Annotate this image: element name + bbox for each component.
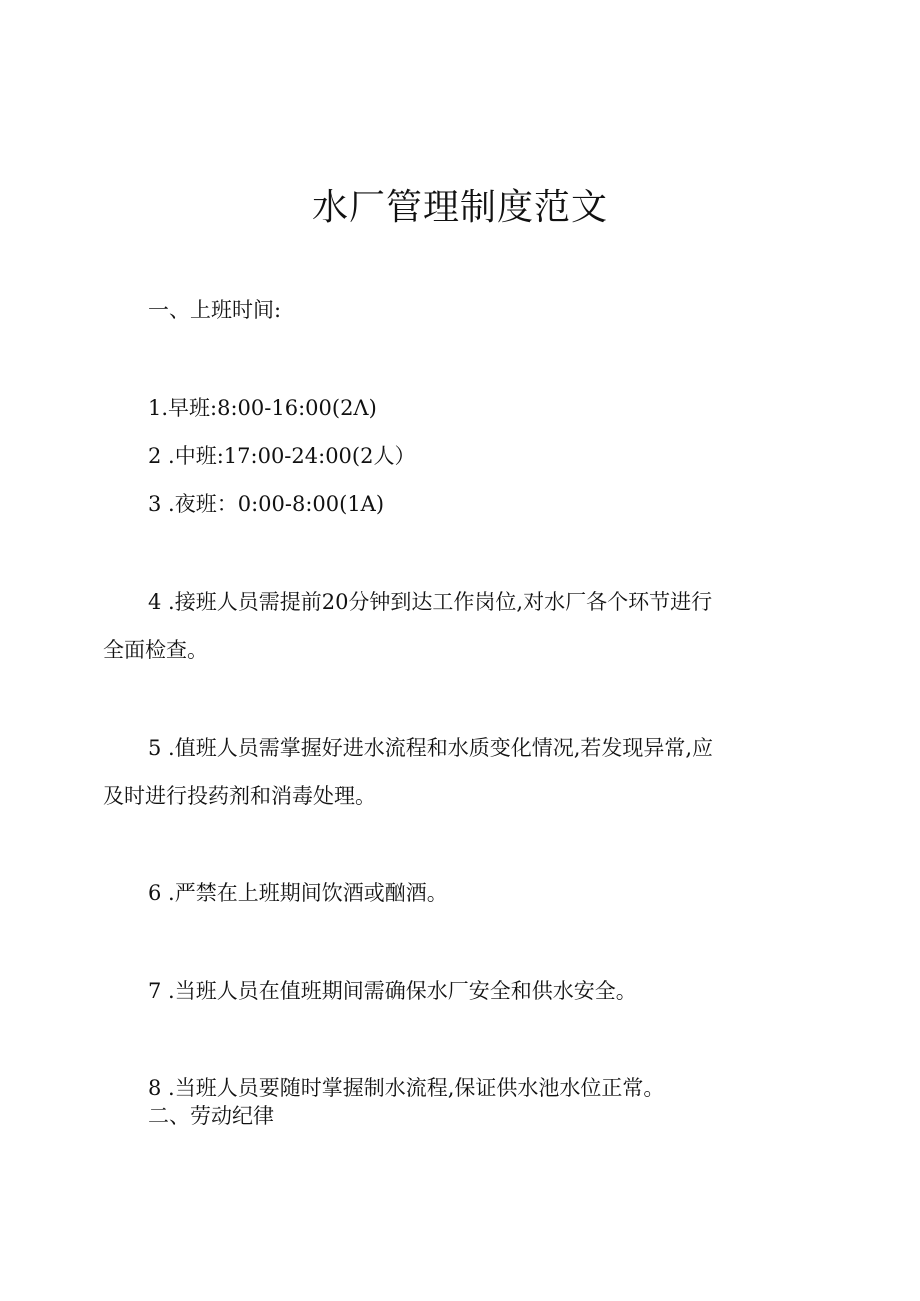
list-item: 1.早班:8:00-16:00(2Λ) <box>148 396 377 420</box>
document-title: 水厂管理制度范文 <box>311 187 608 228</box>
list-item: 7 .当班人员在值班期间需确保水厂安全和供水安全。 <box>148 979 637 1003</box>
list-item: 6 .严禁在上班期间饮酒或酗酒。 <box>148 881 448 905</box>
list-item: 2 .中班:17:00-24:00(2人） <box>148 444 416 468</box>
list-item-continuation: 全面检查。 <box>103 638 208 662</box>
list-item: 8 .当班人员要随时掌握制水流程,保证供水池水位正常。 <box>148 1076 665 1100</box>
list-item: 3 .夜班：0:00-8:00(1A) <box>148 492 385 516</box>
list-item: 4 .接班人员需提前20分钟到达工作岗位,对水厂各个环节进行 <box>148 590 713 614</box>
section-heading-labor-discipline: 二、劳动纪律 <box>148 1104 274 1128</box>
list-item: 5 .值班人员需掌握好进水流程和水质变化情况,若发现异常,应 <box>148 736 714 760</box>
section-heading-work-hours: 一、上班时间: <box>148 298 282 322</box>
list-item-continuation: 及时进行投药剂和消毒处理。 <box>103 784 376 808</box>
